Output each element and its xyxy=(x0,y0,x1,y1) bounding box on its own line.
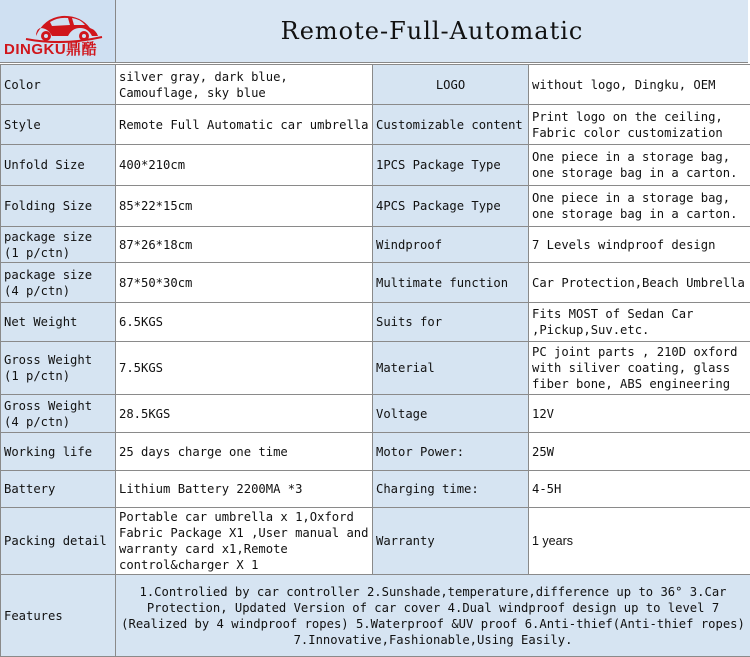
value-material: PC joint parts , 210D oxford with siliver coating, glass fiber bone, ABS engineering xyxy=(529,342,750,395)
header xyxy=(0,0,750,64)
page-title: Remote-Full-Automatic xyxy=(116,0,748,63)
label-warranty: Warranty xyxy=(373,508,529,575)
value-color: silver gray, dark blue, Camouflage, sky blue xyxy=(116,65,373,105)
label-packing-detail: Packing detail xyxy=(1,508,116,575)
label-customizable-content: Customizable content xyxy=(373,105,529,145)
label-4pcs-package: 4PCS Package Type xyxy=(373,186,529,227)
label-net-weight: Net Weight xyxy=(1,303,116,342)
spec-table xyxy=(0,64,750,657)
table-row xyxy=(1,508,750,575)
label-logo: LOGO xyxy=(373,65,529,105)
value-package-size-1: 87*26*18cm xyxy=(116,227,373,263)
label-features: Features xyxy=(1,575,116,657)
value-net-weight: 6.5KGS xyxy=(116,303,373,342)
value-customizable-content: Print logo on the ceiling, Fabric color customization xyxy=(529,105,750,145)
value-gross-weight-4: 28.5KGS xyxy=(116,395,373,433)
value-logo: without logo, Dingku, OEM xyxy=(529,65,750,105)
value-windproof: 7 Levels windproof design xyxy=(529,227,750,263)
label-package-size-4: package size (4 p/ctn) xyxy=(1,263,116,303)
brand-name: DINGKU鼎酷 xyxy=(4,38,97,59)
table-row xyxy=(1,303,750,342)
value-style: Remote Full Automatic car umbrella xyxy=(116,105,373,145)
table-row xyxy=(1,263,750,303)
label-gross-weight-1: Gross Weight (1 p/ctn) xyxy=(1,342,116,395)
label-gross-weight-4: Gross Weight (4 p/ctn) xyxy=(1,395,116,433)
value-package-size-4: 87*50*30cm xyxy=(116,263,373,303)
value-multimate-function: Car Protection,Beach Umbrella xyxy=(529,263,750,303)
value-working-life: 25 days charge one time xyxy=(116,433,373,471)
value-4pcs-package: One piece in a storage bag, one storage bag in a carton. xyxy=(529,186,750,227)
label-charging-time: Charging time: xyxy=(373,471,529,508)
value-warranty: 1 years xyxy=(529,508,750,575)
table-row xyxy=(1,65,750,105)
value-suits-for: Fits MOST of Sedan Car ,Pickup,Suv.etc. xyxy=(529,303,750,342)
table-row xyxy=(1,575,750,657)
value-folding-size: 85*22*15cm xyxy=(116,186,373,227)
value-battery: Lithium Battery 2200MA *3 xyxy=(116,471,373,508)
label-suits-for: Suits for xyxy=(373,303,529,342)
label-multimate-function: Multimate function xyxy=(373,263,529,303)
value-motor-power: 25W xyxy=(529,433,750,471)
label-style: Style xyxy=(1,105,116,145)
table-row xyxy=(1,227,750,263)
label-material: Material xyxy=(373,342,529,395)
table-row xyxy=(1,471,750,508)
label-windproof: Windproof xyxy=(373,227,529,263)
label-voltage: Voltage xyxy=(373,395,529,433)
label-motor-power: Motor Power: xyxy=(373,433,529,471)
table-row xyxy=(1,395,750,433)
table-row xyxy=(1,342,750,395)
table-row xyxy=(1,105,750,145)
table-row xyxy=(1,433,750,471)
value-packing-detail: Portable car umbrella x 1,Oxford Fabric Package X1 ,User manual and warranty card x1,Remote control&charger X 1 xyxy=(116,508,373,575)
label-1pcs-package: 1PCS Package Type xyxy=(373,145,529,186)
label-package-size-1: package size (1 p/ctn) xyxy=(1,227,116,263)
label-unfold-size: Unfold Size xyxy=(1,145,116,186)
value-gross-weight-1: 7.5KGS xyxy=(116,342,373,395)
value-unfold-size: 400*210cm xyxy=(116,145,373,186)
value-charging-time: 4-5H xyxy=(529,471,750,508)
brand-logo-cell xyxy=(0,0,116,63)
label-folding-size: Folding Size xyxy=(1,186,116,227)
table-row xyxy=(1,186,750,227)
value-1pcs-package: One piece in a storage bag, one storage bag in a carton. xyxy=(529,145,750,186)
label-color: Color xyxy=(1,65,116,105)
table-row xyxy=(1,145,750,186)
value-features: 1.Controlied by car controller 2.Sunshade,temperature,difference up to 36° 3.Car Protection, Updated Version of car cover 4.Dual windproof design up to level 7 (Realized by 4 windproof ropes) 5.Waterproof &UV proof 6.Anti-thief(Anti-thief ropes) 7.Innovative,Fashionable,Using Easily. xyxy=(116,575,750,657)
label-working-life: Working life xyxy=(1,433,116,471)
label-battery: Battery xyxy=(1,471,116,508)
value-voltage: 12V xyxy=(529,395,750,433)
